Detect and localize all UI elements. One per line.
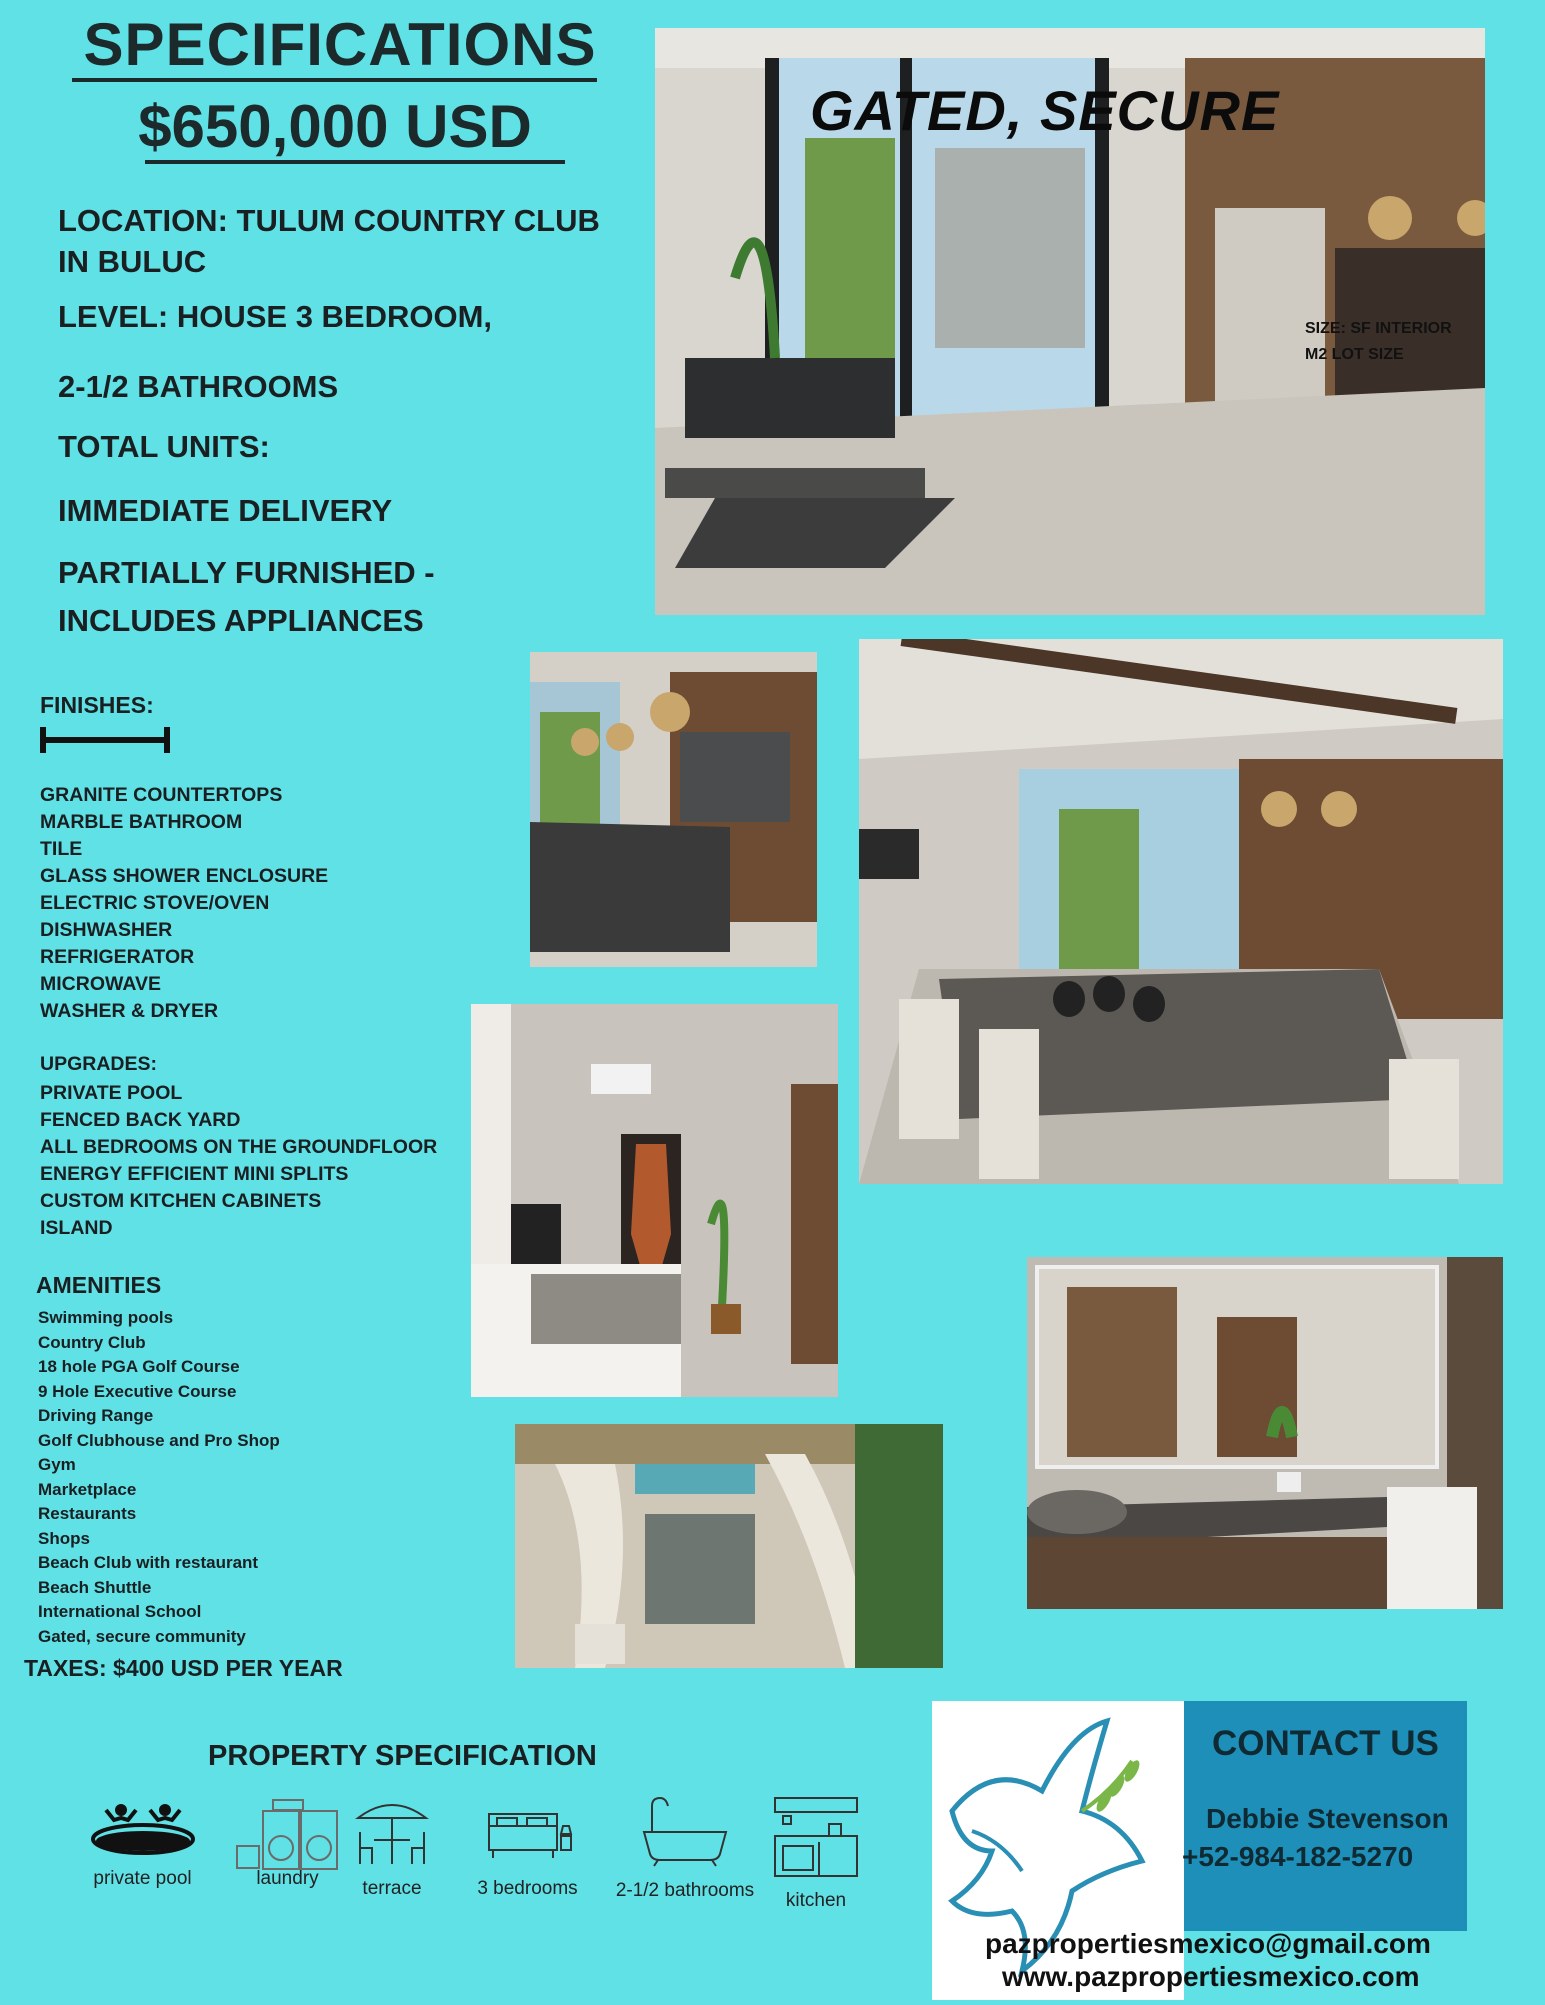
pool-icon [88, 1796, 198, 1856]
finishes-list [40, 782, 328, 1025]
icon-item-bathrooms [606, 1796, 764, 1902]
upgrade-item: CUSTOM KITCHEN CABINETS [40, 1190, 322, 1212]
bed-icon [483, 1796, 573, 1866]
finish-item: DISHWASHER [40, 919, 173, 941]
upgrade-item: PRIVATE POOL [40, 1082, 183, 1104]
location-line-1: LOCATION: TULUM COUNTRY CLUB [58, 203, 600, 238]
dining-photo [859, 639, 1503, 1184]
size-line-2: M2 LOT SIZE [1305, 346, 1404, 363]
finish-item: GLASS SHOWER ENCLOSURE [40, 865, 329, 887]
level-text: LEVEL: HOUSE 3 BEDROOM, [58, 299, 493, 334]
icon-item-bedrooms [465, 1796, 590, 1900]
upgrades-list [40, 1080, 437, 1242]
page-title: SPECIFICATIONS [83, 11, 597, 78]
size-line-1: SIZE: SF INTERIOR [1305, 320, 1452, 337]
icon-item-terrace [352, 1796, 432, 1900]
gated-secure-headline: GATED, SECURE [810, 79, 1280, 142]
contact-website[interactable]: www.pazpropertiesmexico.com [1002, 1961, 1420, 1992]
upgrade-item: ENERGY EFFICIENT MINI SPLITS [40, 1163, 349, 1185]
icon-item-kitchen [770, 1796, 862, 1912]
icon-label-terrace: terrace [362, 1878, 422, 1899]
amenity-item: Beach Shuttle [38, 1577, 152, 1597]
title-underline [72, 78, 597, 82]
laundry-icon [233, 1796, 343, 1876]
finish-item: REFRIGERATOR [40, 946, 195, 968]
icon-label-bedrooms: 3 bedrooms [477, 1878, 578, 1899]
icon-label-kitchen: kitchen [785, 1890, 847, 1911]
bedroom-photo [471, 1004, 838, 1397]
kitchen-icon [773, 1796, 859, 1878]
amenity-item: Gated, secure community [38, 1626, 246, 1646]
kitchen-photo [530, 652, 817, 967]
amenity-item: Country Club [38, 1332, 146, 1352]
amenity-item: Golf Clubhouse and Pro Shop [38, 1430, 280, 1450]
bathrooms-text: 2-1/2 BATHROOMS [58, 369, 339, 404]
amenity-item: 9 Hole Executive Course [38, 1381, 237, 1401]
bathtub-icon [640, 1796, 730, 1868]
total-units-text: TOTAL UNITS: [58, 429, 270, 464]
icon-label-bathrooms: 2-1/2 bathrooms [615, 1880, 755, 1901]
price: $650,000 USD [138, 93, 532, 160]
beach-club-photo [515, 1424, 943, 1668]
finish-item: MICROWAVE [40, 973, 161, 995]
amenity-item: Restaurants [38, 1504, 137, 1523]
contact-heading: CONTACT US [1212, 1724, 1439, 1763]
icon-item-laundry [220, 1796, 355, 1890]
icon-item-pool [80, 1796, 205, 1890]
amenity-item: Beach Club with restaurant [38, 1553, 259, 1572]
upgrade-item: ALL BEDROOMS ON THE GROUNDFLOOR [40, 1136, 438, 1158]
icon-label-pool: private pool [93, 1868, 192, 1889]
terrace-icon [352, 1796, 432, 1866]
bathroom-photo [1027, 1257, 1503, 1609]
taxes-text: TAXES: $400 USD PER YEAR [24, 1655, 343, 1681]
finish-item: GRANITE COUNTERTOPS [40, 784, 283, 806]
delivery-text: IMMEDIATE DELIVERY [58, 493, 393, 528]
finish-item: ELECTRIC STOVE/OVEN [40, 892, 270, 914]
amenity-item: 18 hole PGA Golf Course [38, 1357, 240, 1376]
price-underline [145, 160, 565, 164]
amenities-heading: AMENITIES [36, 1272, 162, 1298]
finish-item: WASHER & DRYER [40, 1000, 219, 1022]
contact-phone[interactable]: +52-984-182-5270 [1182, 1841, 1414, 1872]
finish-item: TILE [40, 838, 83, 860]
contact-email[interactable]: pazpropertiesmexico@gmail.com [985, 1928, 1431, 1959]
finish-item: MARBLE BATHROOM [40, 811, 243, 833]
amenity-item: Shops [38, 1528, 90, 1548]
contact-name: Debbie Stevenson [1206, 1803, 1449, 1834]
finishes-heading: FINISHES: [40, 692, 154, 718]
amenity-item: Marketplace [38, 1479, 137, 1499]
size-info [1305, 316, 1452, 368]
upgrades-heading: UPGRADES: [40, 1053, 158, 1075]
upgrade-item: FENCED BACK YARD [40, 1109, 241, 1131]
amenity-item: International School [38, 1602, 202, 1621]
property-spec-heading: PROPERTY SPECIFICATION [208, 1740, 597, 1772]
amenity-item: Swimming pools [38, 1308, 174, 1327]
finishes-divider [40, 737, 170, 743]
upgrade-item: ISLAND [40, 1217, 113, 1239]
furnished-line-1: PARTIALLY FURNISHED - [58, 555, 435, 590]
icon-label-laundry: laundry [256, 1868, 319, 1889]
location-line-2: IN BULUC [58, 244, 207, 279]
amenity-item: Gym [38, 1455, 76, 1474]
amenities-list [38, 1306, 280, 1649]
amenity-item: Driving Range [38, 1406, 154, 1425]
furnished-line-2: INCLUDES APPLIANCES [58, 603, 424, 638]
